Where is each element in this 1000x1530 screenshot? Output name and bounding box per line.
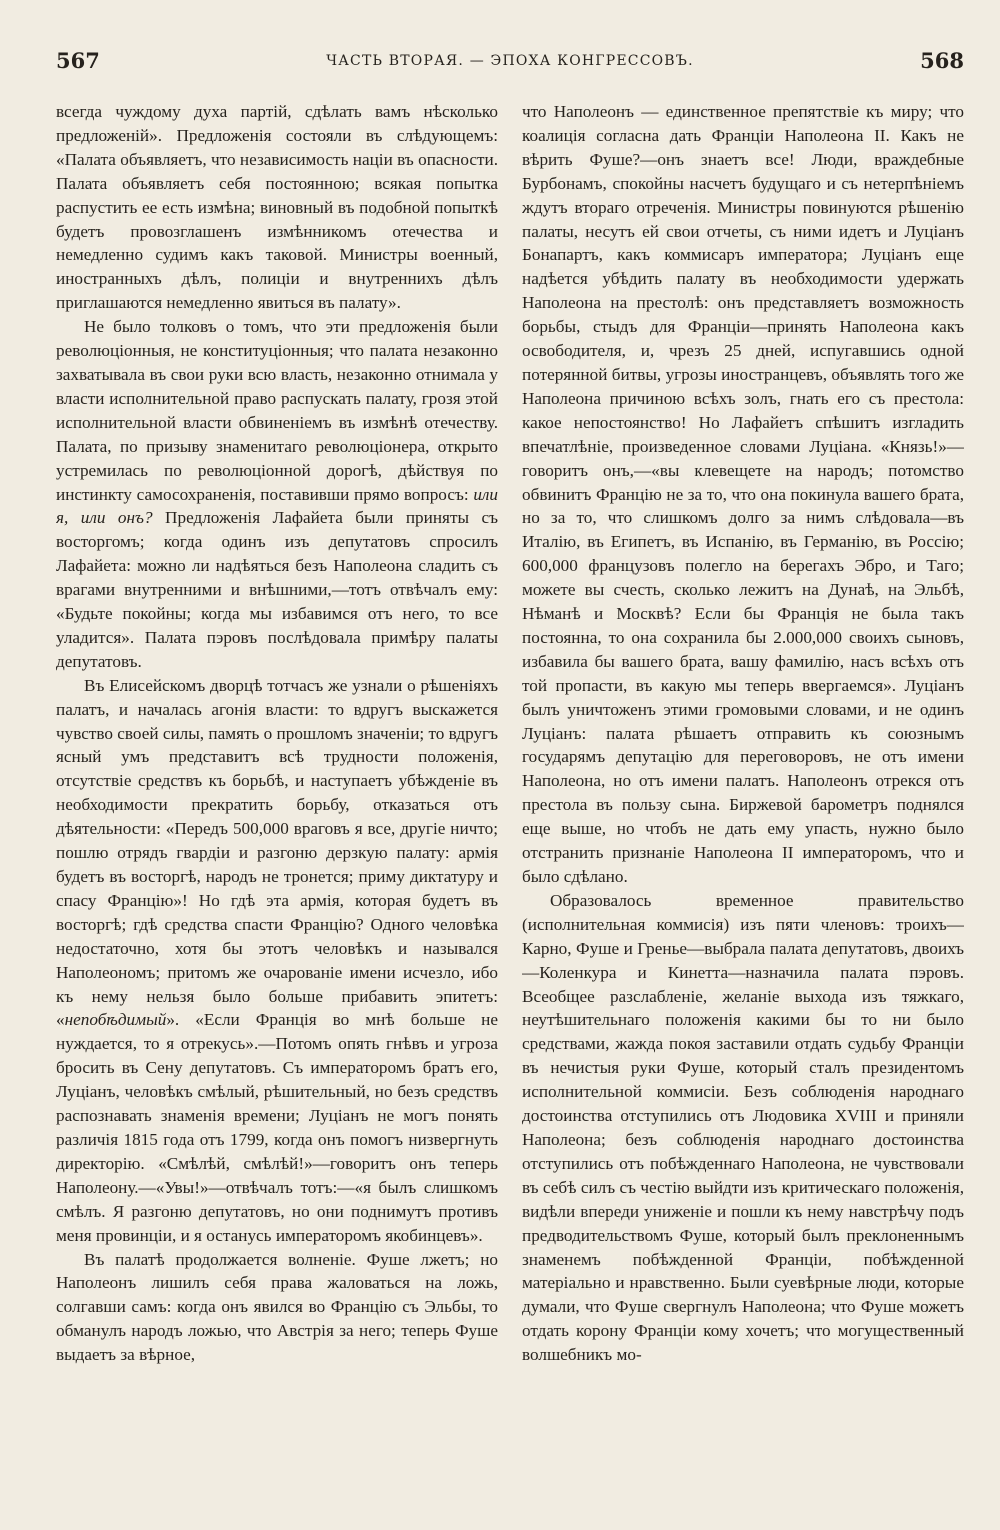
- running-head: [56, 44, 964, 84]
- right-column: [522, 100, 964, 1500]
- page-number-right: 568: [920, 48, 964, 73]
- left-column: [56, 100, 498, 1500]
- book-page: [56, 44, 964, 1504]
- page-number-left: 567: [56, 48, 100, 73]
- text-columns: [56, 100, 964, 1504]
- paragraph: Образовалось временное правительство (исполнительная коммисія) изъ пяти членовъ: троихъ—Карно, Фуше и Гренье—выбрала палата депутатовъ, двоихъ—Коленкура и Кинетта—назначила палата пэровъ. Всеобщее разслабленіе, желаніе выхода изъ тяжкаго, неутѣшительнаго положенія какими бы то ни было средствами, жажда покоя заставили отдать судьбу Франціи въ нечистыя руки Фуше, который сталъ президентомъ исполнительной коммисіи. Безъ соблюденія народнаго достоинства отступились отъ Людовика XVIII и приняли Наполеона; безъ соблюденія народнаго достоинства отступились отъ побѣжденнаго Наполеона, не чувствовали въ себѣ силъ съ честію выйдти изъ критическаго положенія, видѣли впереди униженіе и пошли къ нему навстрѣчу подъ предводительствомъ Фуше, который былъ преклоненнымъ знаменемъ побѣжденной Франціи, побѣжденной матеріально и нравственно. Были суевѣрные люди, которые думали, что Фуше свергнулъ Наполеона; что Фуше можетъ отдать корону Франціи кому хочетъ; что могущественный волшебникъ мо-: [522, 890, 964, 1365]
- paragraph: Не было толковъ о томъ, что эти предложенія были революціонныя, не конституціонныя; что палата незаконно захватывала въ свои руки всю власть, незаконно отнимала у власти исполнительной право распускать палату, грозя этой исполнительной власти обвиненіемъ въ измѣнѣ отечеству. Палата, по призыву знаменитаго революціонера, открыто устремилась по революціонной дорогѣ, дѣйствуя по инстинкту самосохраненія, поставивши прямо вопросъ: или я, или онъ? Предложенія Лафайета были приняты съ восторгомъ; когда одинъ изъ депутатовъ спросилъ Лафайета: можно ли надѣяться безъ Наполеона сладить съ врагами внутренними и внѣшними,—тотъ отвѣчалъ ему: «Будьте покойны; когда мы избавимся отъ него, то все уладится». Палата пэровъ послѣдовала примѣру палаты депутатовъ.: [56, 317, 498, 671]
- paragraph: что Наполеонъ — единственное препятствіе къ миру; что коалиція согласна дать Франціи Наполеона II. Какъ не вѣрить Фуше?—онъ знаетъ все! Люди, враждебные Бурбонамъ, спокойны насчетъ будущаго и съ нетерпѣніемъ ждутъ втораго отреченія. Министры повинуются рѣшенію палаты, несутъ ей свои отчеты, съ ними идетъ и Луціанъ Бонапартъ, какъ коммисаръ императора; Луціанъ еще надѣется убѣдить палату въ необходимости удержать Наполеона на престолѣ: онъ представляетъ возможность борьбы, стыдъ для Франціи—принять Наполеона какъ освободителя, и, чрезъ 25 дней, испугавшись одной потерянной битвы, угрозы иностранцевъ, объявлять того же Наполеона причиною всѣхъ золъ, гнать его съ престола: какое непостоянство! Но Лафайетъ спѣшитъ изгладить впечатлѣніе, произведенное словами Луціана. «Князь!»—говоритъ онъ,—«вы клевещете на народъ; потомство обвинитъ Францію не за то, что она покинула вашего брата, но за то, что слишкомъ долго за нимъ слѣдовала—въ Италію, въ Египетъ, въ Испанію, въ Германію, въ Россію; 600,000 французовъ полегло на берегахъ Эбро, и Таго; можете вы счесть, сколько лежитъ на Дунаѣ, на Эльбѣ, Нѣманѣ и Москвѣ? Если бы Франція не была такъ постоянна, то она сохранила бы 2.000,000 своихъ сыновъ, избавила бы вашего брата, вашу фамилію, насъ всѣхъ отъ той пропасти, въ какую мы теперь ввергаемся». Луціанъ былъ уничтоженъ этими громовыми словами, и не одинъ Луціанъ: палата рѣшаетъ отправить къ союзнымъ государямъ депутацію для переговоровъ, не отъ имени Наполеона, но отъ имени палатъ. Наполеонъ отрекся отъ престола въ пользу сына. Биржевой барометръ поднялся еще выше, но чтобъ не дать ему упасть, нужно было отстранить признаніе Наполеона II императоромъ, что и было сдѣлано.: [522, 102, 964, 886]
- paragraph: всегда чуждому духа партій, сдѣлать вамъ нѣсколько предложеній». Предложенія состояли въ слѣдующемъ: «Палата объявляетъ, что независимость націи въ опасности. Палата объявляетъ себя постоянною; всякая попытка распустить ее есть измѣна; виновный въ подобной попыткѣ будетъ провозглашенъ измѣнникомъ отечества и немедленно судимъ какъ таковой. Министры военный, иностранныхъ дѣлъ, полиціи и внутреннихъ дѣлъ приглашаются немедленно явиться въ палату».: [56, 102, 498, 313]
- paragraph: Въ Елисейскомъ дворцѣ тотчасъ же узнали о рѣшеніяхъ палатъ, и началась агонія власти: то вдругъ выскажется чувство своей силы, память о прошломъ значеніи; то вдругъ ясный умъ представитъ всѣ трудности положенія, отсутствіе средствъ къ борьбѣ, и наступаетъ убѣжденіе въ необходимости прекратить борьбу, отказаться отъ дѣятельности: «Передъ 500,000 враговъ я все, другіе ничто; пошлю отрядъ гвардіи и разгоню дерзкую палату: армія будетъ въ восторгѣ, народъ не тронется; приму диктатуру и спасу Францію»! Но гдѣ эта армія, которая будетъ въ восторгѣ; гдѣ средства спасти Францію? Одного человѣка недостаточно, хотя бы этотъ человѣкъ и назывался Наполеономъ; притомъ же очарованіе имени исчезло, ибо къ нему нельзя было больше прибавить эпитетъ: «непобѣдимый». «Если Франція во мнѣ больше не нуждается, то я отрекусь».—Потомъ опять гнѣвъ и угроза бросить въ Сену депутатовъ. Съ императоромъ братъ его, Луціанъ, человѣкъ смѣлый, рѣшительный, но безъ средствъ распознавать знаменія времени; Луціанъ не могъ понять различія 1815 года отъ 1799, когда онъ помогъ низвергнуть директорію. «Смѣлѣй, смѣлѣй!»—говоритъ онъ теперь Наполеону.—«Увы!»—отвѣчалъ тотъ:—«я былъ слишкомъ смѣлъ. Я разгоню депутатовъ, но они поднимутъ противъ меня провинціи, и я останусь императоромъ якобинцевъ».: [56, 675, 498, 1245]
- italic-phrase: непобѣдимый: [64, 1010, 167, 1030]
- paragraph: Въ палатѣ продолжается волненіе. Фуше лжетъ; но Наполеонъ лишилъ себя права жаловаться на ложь, солгавши самъ: когда онъ явился во Францію съ Эльбы, то обманулъ народъ ложью, что Австрія за него; теперь Фуше выдаетъ за вѣрное,: [56, 1249, 498, 1365]
- italic-phrase: или я, или онъ?: [56, 484, 498, 528]
- running-title: ЧАСТЬ ВТОРАЯ. — ЭПОХА КОНГРЕССОВЪ.: [326, 53, 694, 69]
